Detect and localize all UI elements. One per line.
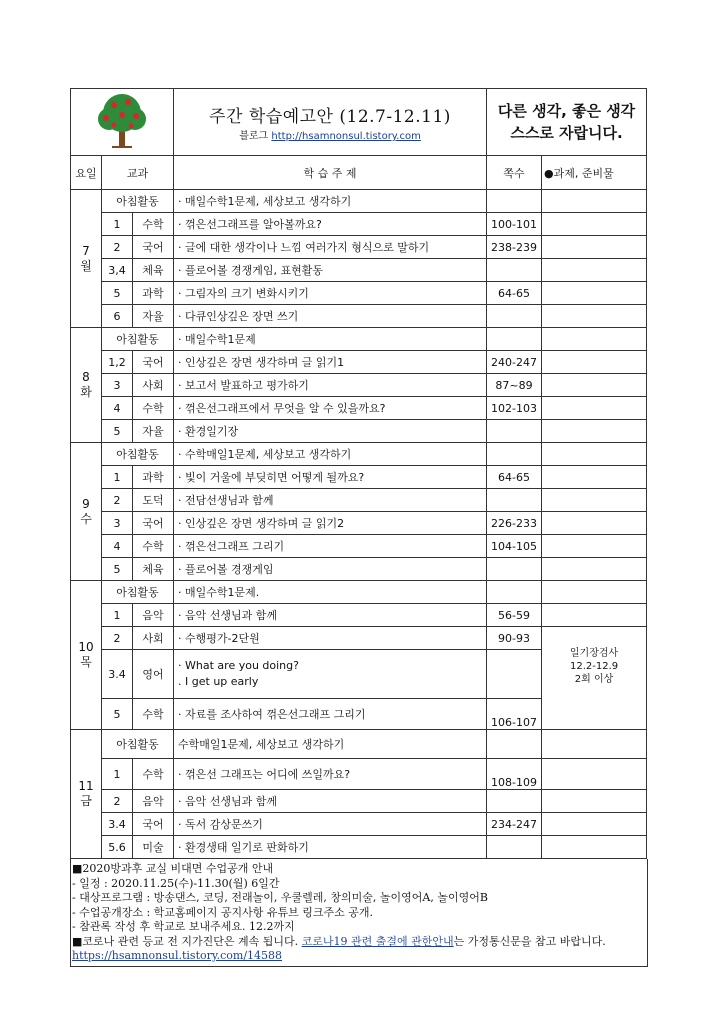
homework-cell bbox=[542, 759, 647, 790]
pages-cell: 102-103 bbox=[487, 397, 542, 420]
subject-cell: 사회 bbox=[133, 627, 174, 650]
blog-label: 블로그 bbox=[239, 131, 269, 142]
subject-cell: 영어 bbox=[133, 650, 174, 699]
subject-cell: 자율 bbox=[133, 420, 174, 443]
homework-cell bbox=[542, 604, 647, 627]
logo-cell bbox=[71, 89, 174, 156]
table-row bbox=[71, 443, 647, 466]
table-row bbox=[71, 489, 647, 512]
topic-cell: · 꺾은선그래프 그리기 bbox=[174, 535, 487, 558]
pages-cell: 104-105 bbox=[487, 535, 542, 558]
pages-cell: 240-247 bbox=[487, 351, 542, 374]
topic-cell: · 자료를 조사하여 꺾은선그래프 그리기 bbox=[174, 699, 487, 730]
subject-cell: 국어 bbox=[133, 351, 174, 374]
period-cell: 5 bbox=[102, 420, 133, 443]
table-row bbox=[71, 190, 647, 213]
table-row bbox=[71, 397, 647, 420]
period-cell: 4 bbox=[102, 535, 133, 558]
col-day: 요일 bbox=[71, 156, 102, 190]
table-row bbox=[71, 627, 647, 650]
subject-cell: 도덕 bbox=[133, 489, 174, 512]
pages-cell bbox=[487, 836, 542, 859]
topic-cell: · 인상깊은 장면 생각하며 글 읽기1 bbox=[174, 351, 487, 374]
period-cell: 2 bbox=[102, 790, 133, 813]
motto-line-2: 스스로 자랍니다. bbox=[510, 124, 623, 142]
day-cell-wed: 9 수 bbox=[71, 443, 102, 581]
homework-cell bbox=[542, 351, 647, 374]
homework-cell bbox=[542, 627, 647, 730]
homework-cell bbox=[542, 512, 647, 535]
table-row bbox=[71, 836, 647, 859]
pages-cell: 56-59 bbox=[487, 604, 542, 627]
day-cell-thu: 10 목 bbox=[71, 581, 102, 730]
homework-cell bbox=[542, 558, 647, 581]
topic-cell: · 음악 선생님과 함께 bbox=[174, 604, 487, 627]
homework-cell bbox=[542, 813, 647, 836]
pages-cell: 106-107 bbox=[487, 699, 542, 730]
note-line: 일기장검사 bbox=[569, 648, 619, 659]
topic-cell bbox=[174, 650, 487, 699]
period-cell: 3 bbox=[102, 374, 133, 397]
topic-cell: · 환경생태 일기로 판화하기 bbox=[174, 836, 487, 859]
notice-line: - 참관록 작성 후 학교로 보내주세요. 12.2까지 bbox=[72, 920, 295, 933]
pages-cell bbox=[487, 558, 542, 581]
subject-cell: 수학 bbox=[133, 213, 174, 236]
topic-cell: · 환경일기장 bbox=[174, 420, 487, 443]
topic-cell: · 보고서 발표하고 평가하기 bbox=[174, 374, 487, 397]
covid-notice-prefix: ■코로나 관련 등교 전 지가진단은 계속 됩니다. bbox=[72, 934, 299, 948]
topic-cell: · 독서 감상문쓰기 bbox=[174, 813, 487, 836]
period-cell: 아침활동 bbox=[102, 443, 174, 466]
period-cell: 3,4 bbox=[102, 259, 133, 282]
title-cell bbox=[174, 89, 487, 156]
homework-cell bbox=[542, 466, 647, 489]
pages-cell bbox=[487, 443, 542, 466]
period-cell: 6 bbox=[102, 305, 133, 328]
period-cell: 아침활동 bbox=[102, 730, 174, 759]
subject-cell: 음악 bbox=[133, 604, 174, 627]
subject-cell: 수학 bbox=[133, 397, 174, 420]
subject-cell: 체육 bbox=[133, 259, 174, 282]
topic-cell: · 수행평가-2단원 bbox=[174, 627, 487, 650]
motto-line-1: 다른 생각, 좋은 생각 bbox=[497, 102, 636, 120]
table-row bbox=[71, 790, 647, 813]
pages-cell: 226-233 bbox=[487, 512, 542, 535]
table-row bbox=[71, 730, 647, 759]
period-cell: 1 bbox=[102, 466, 133, 489]
covid-notice-suffix: 는 가정통신문을 참고 바랍니다. bbox=[453, 934, 606, 948]
table-row bbox=[71, 374, 647, 397]
topic-cell: · 꺾은선그래프를 알아볼까요? bbox=[174, 213, 487, 236]
table-row bbox=[71, 813, 647, 836]
homework-cell bbox=[542, 190, 647, 213]
homework-cell bbox=[542, 305, 647, 328]
homework-cell bbox=[542, 374, 647, 397]
pages-cell: 234-247 bbox=[487, 813, 542, 836]
homework-cell bbox=[542, 213, 647, 236]
subject-cell: 자율 bbox=[133, 305, 174, 328]
note-line: 2회 이상 bbox=[574, 674, 614, 685]
table-row bbox=[71, 604, 647, 627]
notice-line: ■2020방과후 교실 비대면 수업공개 안내 bbox=[72, 862, 274, 875]
period-cell: 3 bbox=[102, 512, 133, 535]
period-cell: 3.4 bbox=[102, 813, 133, 836]
period-cell: 3.4 bbox=[102, 650, 133, 699]
homework-cell bbox=[542, 397, 647, 420]
table-row bbox=[71, 466, 647, 489]
day-cell-mon: 7 월 bbox=[71, 190, 102, 328]
pages-cell bbox=[487, 650, 542, 699]
period-cell: 아침활동 bbox=[102, 328, 174, 351]
weekly-plan-sheet bbox=[70, 88, 646, 967]
covid-attendance-link[interactable]: 코로나19 관련 출결에 관한안내 bbox=[301, 934, 454, 948]
period-cell: 5 bbox=[102, 282, 133, 305]
homework-cell bbox=[542, 790, 647, 813]
homework-cell bbox=[542, 328, 647, 351]
pages-cell bbox=[487, 730, 542, 759]
subject-cell: 체육 bbox=[133, 558, 174, 581]
table-row bbox=[71, 282, 647, 305]
homework-cell bbox=[542, 581, 647, 604]
topic-cell: · 매일수학1문제, 세상보고 생각하기 bbox=[174, 190, 487, 213]
subject-cell: 국어 bbox=[133, 813, 174, 836]
pages-cell bbox=[487, 790, 542, 813]
period-cell: 5.6 bbox=[102, 836, 133, 859]
topic-cell: 수학매일1문제, 세상보고 생각하기 bbox=[174, 730, 487, 759]
table-row bbox=[71, 305, 647, 328]
period-cell: 1 bbox=[102, 213, 133, 236]
apple-tree-icon bbox=[92, 91, 152, 151]
covid-notice bbox=[72, 935, 646, 964]
subject-cell: 국어 bbox=[133, 512, 174, 535]
table-row bbox=[71, 759, 647, 790]
day-cell-tue: 8 화 bbox=[71, 328, 102, 443]
homework-cell bbox=[542, 535, 647, 558]
subject-cell: 미술 bbox=[133, 836, 174, 859]
pages-cell bbox=[487, 190, 542, 213]
subject-cell: 국어 bbox=[133, 236, 174, 259]
pages-cell: 87~89 bbox=[487, 374, 542, 397]
pages-cell bbox=[487, 328, 542, 351]
table-row bbox=[71, 259, 647, 282]
homework-cell bbox=[542, 420, 647, 443]
period-cell: 5 bbox=[102, 558, 133, 581]
pages-cell bbox=[487, 305, 542, 328]
homework-cell bbox=[542, 443, 647, 466]
period-cell: 5 bbox=[102, 699, 133, 730]
period-cell: 2 bbox=[102, 489, 133, 512]
pages-cell bbox=[487, 489, 542, 512]
topic-cell: · 수학매일1문제, 세상보고 생각하기 bbox=[174, 443, 487, 466]
topic-cell: · 꺾은선 그래프는 어디에 쓰일까요? bbox=[174, 759, 487, 790]
topic-cell: · 다큐인상깊은 장면 쓰기 bbox=[174, 305, 487, 328]
table-row bbox=[71, 581, 647, 604]
table-row bbox=[71, 535, 647, 558]
column-header-row bbox=[71, 156, 647, 190]
note-line: 12.2-12.9 bbox=[569, 661, 619, 672]
motto-cell bbox=[487, 89, 647, 156]
topic-line: · What are you doing? bbox=[178, 659, 299, 672]
topic-cell: · 그림자의 크기 변화시키기 bbox=[174, 282, 487, 305]
subject-cell: 과학 bbox=[133, 282, 174, 305]
period-cell: 2 bbox=[102, 236, 133, 259]
table-row bbox=[71, 420, 647, 443]
pages-cell: 90-93 bbox=[487, 627, 542, 650]
homework-cell bbox=[542, 236, 647, 259]
homework-cell bbox=[542, 836, 647, 859]
homework-cell bbox=[542, 282, 647, 305]
topic-cell: · 글에 대한 생각이나 느낌 여러가지 형식으로 말하기 bbox=[174, 236, 487, 259]
pages-cell: 238-239 bbox=[487, 236, 542, 259]
table-row bbox=[71, 558, 647, 581]
pages-cell bbox=[487, 581, 542, 604]
homework-cell bbox=[542, 489, 647, 512]
subject-cell: 수학 bbox=[133, 535, 174, 558]
topic-cell: · 인상깊은 장면 생각하며 글 읽기2 bbox=[174, 512, 487, 535]
newsletter-url-link[interactable]: https://hsamnonsul.tistory.com/14588 bbox=[72, 949, 283, 962]
notice-line: - 대상프로그램 : 방송댄스, 코딩, 전래놀이, 우쿨렐레, 창의미술, 놀이영어A, 놀이영어B bbox=[72, 891, 488, 904]
topic-cell: · 전담선생님과 함께 bbox=[174, 489, 487, 512]
homework-cell bbox=[542, 730, 647, 759]
page-title: 주간 학습예고안 (12.7-12.11) bbox=[209, 107, 451, 127]
subject-cell: 수학 bbox=[133, 759, 174, 790]
notice-footer bbox=[70, 859, 648, 967]
topic-cell: · 플로어볼 경쟁게임 bbox=[174, 558, 487, 581]
period-cell: 아침활동 bbox=[102, 581, 174, 604]
table-row bbox=[71, 236, 647, 259]
table-row bbox=[71, 351, 647, 374]
col-homework: ●과제, 준비물 bbox=[542, 156, 647, 190]
table-row bbox=[71, 213, 647, 236]
topic-cell: · 빛이 거울에 부딪히면 어떻게 될까요? bbox=[174, 466, 487, 489]
pages-cell: 64-65 bbox=[487, 466, 542, 489]
day-cell-fri: 11 금 bbox=[71, 730, 102, 859]
pages-cell bbox=[487, 420, 542, 443]
period-cell: 1 bbox=[102, 759, 133, 790]
subject-cell: 과학 bbox=[133, 466, 174, 489]
topic-cell: · 매일수학1문제. bbox=[174, 581, 487, 604]
col-subject: 교과 bbox=[102, 156, 174, 190]
blog-link[interactable]: http://hsamnonsul.tistory.com bbox=[271, 131, 421, 142]
pages-cell bbox=[487, 259, 542, 282]
notice-line: - 수업공개장소 : 학교홈페이지 공지사항 유튜브 링크주소 공개. bbox=[72, 905, 374, 919]
topic-cell: · 음악 선생님과 함께 bbox=[174, 790, 487, 813]
homework-cell bbox=[542, 259, 647, 282]
period-cell: 아침활동 bbox=[102, 190, 174, 213]
subject-cell: 사회 bbox=[133, 374, 174, 397]
subject-cell: 수학 bbox=[133, 699, 174, 730]
subject-cell: 음악 bbox=[133, 790, 174, 813]
diary-check-note bbox=[544, 647, 644, 686]
topic-cell: · 매일수학1문제 bbox=[174, 328, 487, 351]
table-row bbox=[71, 328, 647, 351]
pages-cell: 64-65 bbox=[487, 282, 542, 305]
notice-line: - 일정 : 2020.11.25(수)-11.30(월) 6일간 bbox=[72, 876, 280, 890]
pages-cell: 108-109 bbox=[487, 759, 542, 790]
topic-cell: · 꺾은선그래프에서 무엇을 알 수 있을까요? bbox=[174, 397, 487, 420]
blog-line bbox=[176, 127, 484, 142]
topic-cell: · 플로어볼 경쟁게임, 표현활동 bbox=[174, 259, 487, 282]
period-cell: 4 bbox=[102, 397, 133, 420]
period-cell: 1 bbox=[102, 604, 133, 627]
col-topic: 학 습 주 제 bbox=[174, 156, 487, 190]
period-cell: 2 bbox=[102, 627, 133, 650]
period-cell: 1,2 bbox=[102, 351, 133, 374]
table-row bbox=[71, 512, 647, 535]
topic-line: . I get up early bbox=[178, 675, 259, 688]
col-pages: 쪽수 bbox=[487, 156, 542, 190]
weekly-plan-table bbox=[70, 88, 647, 859]
header-row bbox=[71, 89, 647, 156]
pages-cell: 100-101 bbox=[487, 213, 542, 236]
